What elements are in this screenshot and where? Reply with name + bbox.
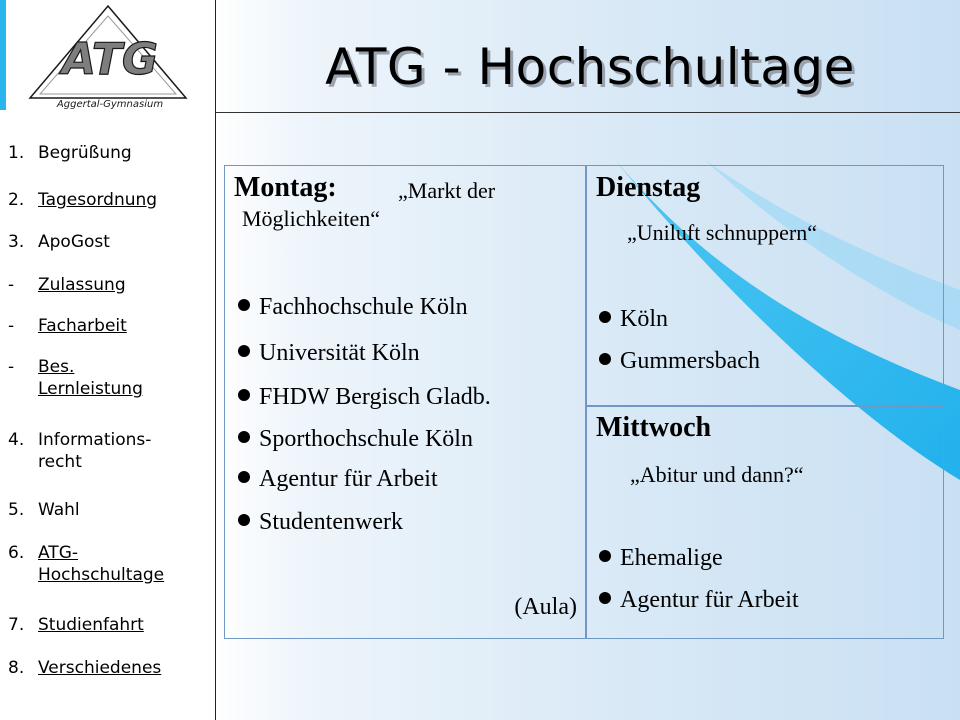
navigation-panel xyxy=(0,0,216,720)
monday-heading: Montag: xyxy=(234,172,337,203)
nav-link[interactable]: Studienfahrt xyxy=(38,615,144,635)
bullet-icon xyxy=(238,514,250,526)
bullet-icon xyxy=(238,431,250,443)
bullet-icon xyxy=(238,389,250,401)
atg-logo xyxy=(18,4,198,110)
bullet-icon xyxy=(599,311,611,323)
nav-bullet: - xyxy=(8,316,15,336)
nav-number: 7. xyxy=(8,615,25,635)
list-item: Agentur für Arbeit xyxy=(238,466,438,493)
nav-link[interactable]: Zulassung xyxy=(38,275,126,295)
nav-link-line: Bes. xyxy=(38,357,75,377)
nav-bullet: - xyxy=(8,357,15,377)
nav-label-line: recht xyxy=(38,452,82,472)
list-item: Agentur für Arbeit xyxy=(599,587,799,614)
logo-caption: Aggertal-Gymnasium xyxy=(56,99,164,110)
nav-label xyxy=(38,429,151,473)
nav-item-begruessung[interactable] xyxy=(8,142,132,164)
bullet-icon xyxy=(599,353,611,365)
list-item: Studentenwerk xyxy=(238,509,403,536)
list-item: Ehemalige xyxy=(599,545,723,572)
nav-item-verschiedenes[interactable] xyxy=(8,657,161,679)
nav-item-zulassung[interactable] xyxy=(8,274,126,296)
nav-label: Begrüßung xyxy=(38,143,132,163)
nav-link[interactable]: Verschiedenes xyxy=(38,658,162,678)
nav-label: ApoGost xyxy=(38,232,110,252)
nav-bullet: - xyxy=(8,275,15,295)
nav-link[interactable] xyxy=(38,542,164,586)
nav-link[interactable] xyxy=(38,356,143,400)
tuesday-heading: Dienstag xyxy=(596,172,701,203)
nav-label-line: Informations- xyxy=(38,430,152,450)
nav-link-line: Lernleistung xyxy=(38,379,143,399)
nav-item-tagesordnung[interactable] xyxy=(8,189,157,211)
logo-letters: ATG xyxy=(62,34,158,85)
page-title: ATG - Hochschultage xyxy=(325,38,855,96)
location-label: (Aula) xyxy=(514,594,577,620)
bullet-icon xyxy=(238,299,250,311)
wednesday-panel xyxy=(586,405,944,639)
nav-number: 4. xyxy=(8,430,25,450)
nav-item-facharbeit[interactable] xyxy=(8,315,127,337)
nav-number: 1. xyxy=(8,143,25,163)
nav-link[interactable]: Tagesordnung xyxy=(38,190,158,210)
nav-number: 3. xyxy=(8,232,25,252)
tuesday-panel xyxy=(586,165,944,407)
bullet-icon xyxy=(238,471,250,483)
nav-item-wahl[interactable] xyxy=(8,499,80,521)
nav-number: 8. xyxy=(8,658,25,678)
bullet-icon xyxy=(238,345,250,357)
list-item: FHDW Bergisch Gladb. xyxy=(238,384,491,411)
list-item: Universität Köln xyxy=(238,340,420,367)
bullet-icon xyxy=(599,550,611,562)
nav-link-line: Hochschultage xyxy=(38,565,165,585)
nav-item-studienfahrt[interactable] xyxy=(8,614,144,636)
monday-panel xyxy=(224,165,586,639)
list-item: Köln xyxy=(599,306,668,333)
nav-number: 5. xyxy=(8,500,25,520)
nav-item-bes-lernleistung[interactable] xyxy=(8,356,143,400)
tuesday-subtitle: „Uniluft schnuppern“ xyxy=(627,220,817,245)
wednesday-heading: Mittwoch xyxy=(596,412,712,443)
list-item: Sporthochschule Köln xyxy=(238,426,473,453)
nav-number: 6. xyxy=(8,543,25,563)
list-item: Fachhochschule Köln xyxy=(238,294,468,321)
nav-label: Wahl xyxy=(38,500,80,520)
wednesday-subtitle: „Abitur und dann?“ xyxy=(630,462,804,487)
list-item: Gummersbach xyxy=(599,348,760,375)
nav-number: 2. xyxy=(8,190,25,210)
bullet-icon xyxy=(599,592,611,604)
monday-subtitle-line2: Möglichkeiten“ xyxy=(242,206,381,231)
nav-item-informationsrecht[interactable] xyxy=(8,429,151,473)
nav-item-apogost[interactable] xyxy=(8,231,110,253)
accent-bar xyxy=(0,0,6,110)
nav-link[interactable]: Facharbeit xyxy=(38,316,127,336)
nav-item-atg-hochschultage[interactable] xyxy=(8,542,164,586)
nav-link-line: ATG- xyxy=(38,543,79,563)
monday-subtitle-line1: „Markt der xyxy=(398,178,496,203)
